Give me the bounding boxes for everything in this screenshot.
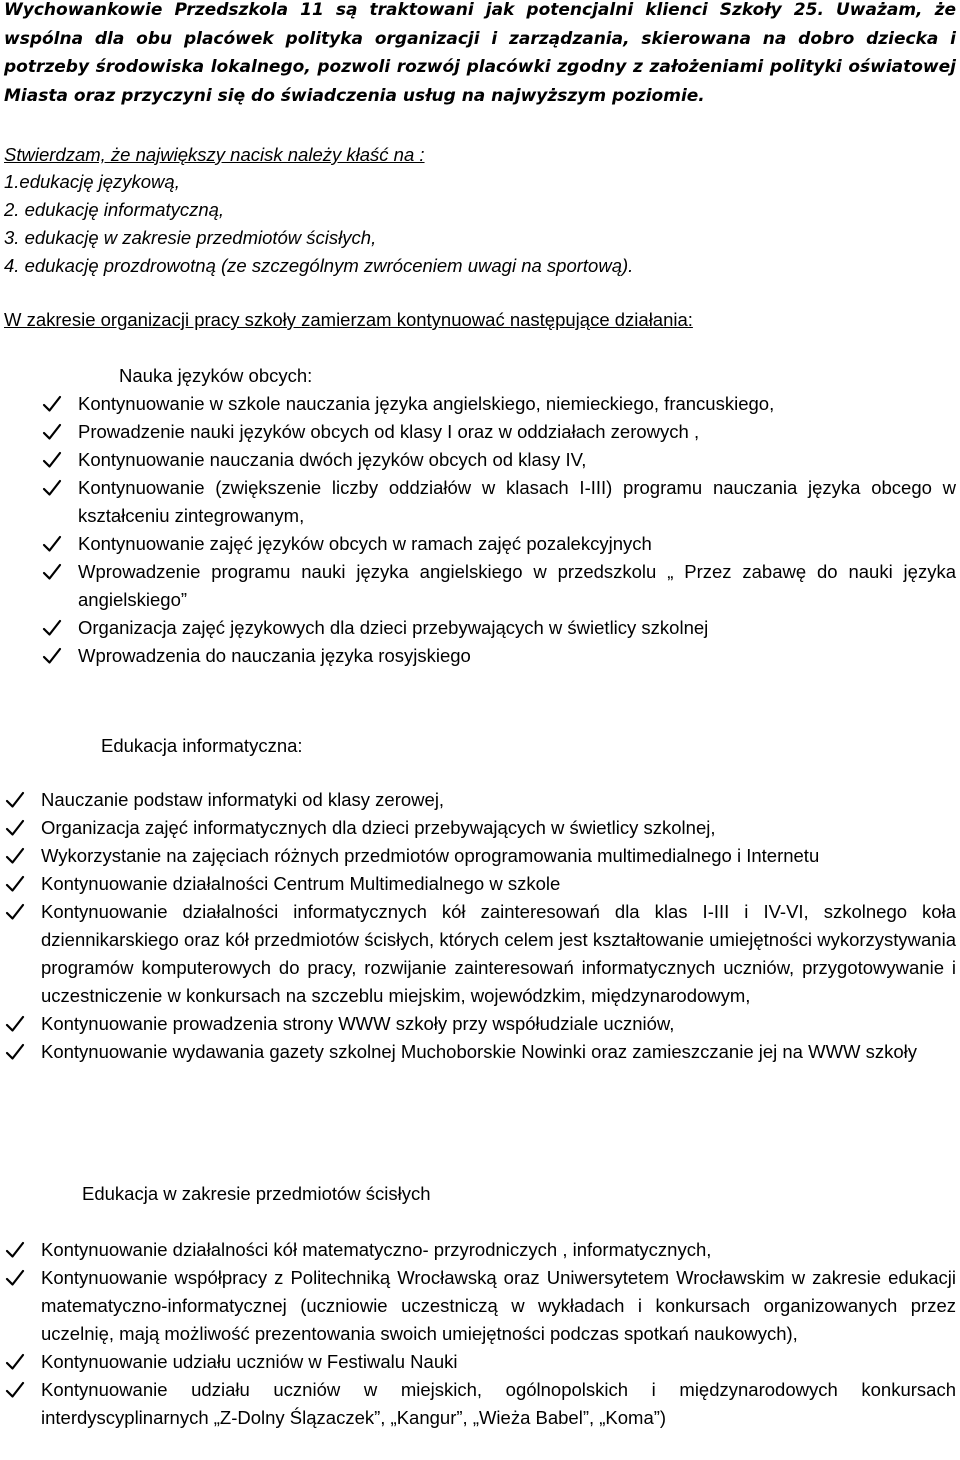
checkmark-icon bbox=[5, 790, 25, 810]
priorities-list bbox=[4, 168, 633, 280]
languages-title: Nauka języków obcych: bbox=[119, 365, 313, 386]
list-item: Wprowadzenie programu nauki języka angielskiego w przedszkolu „ Przez zabawę do nauki języka angielskiego” bbox=[78, 558, 956, 614]
intro-text: Wychowankowie Przedszkola 11 są traktowani jak potencjalni klienci Szkoły 25. Uważam, że wspólna dla obu placówek polityka organizacji i zarządzania, skierowana na dobro dziecka i potrzeby środowiska lokalnego, pozwoli rozwój placówki zgodny z założeniami polityki oświatowej Miasta oraz przyczyni się do świadczenia usług na najwyższym poziomie. bbox=[4, 0, 956, 106]
it-list bbox=[41, 786, 956, 1066]
list-item: Kontynuowanie udziału uczniów w miejskich, ogólnopolskich i międzynarodowych konkursach interdyscyplinarnych „Z-Dolny Ślązaczek”, „Kangur”, „Wieża Babel”, „Koma”) bbox=[41, 1376, 956, 1432]
sciences-title: Edukacja w zakresie przedmiotów ścisłych bbox=[82, 1183, 431, 1204]
checkmark-icon bbox=[42, 646, 62, 666]
list-item: Organizacja zajęć językowych dla dzieci przebywających w świetlicy szkolnej bbox=[78, 614, 956, 642]
checkmark-icon bbox=[42, 422, 62, 442]
checkmark-icon bbox=[5, 1352, 25, 1372]
list-item: Kontynuowanie działalności Centrum Multimedialnego w szkole bbox=[41, 870, 956, 898]
list-item: Kontynuowanie działalności informatycznych kół zainteresowań dla klas I-III i IV-VI, szkolnego koła dziennikarskiego oraz kół przedmiotów ścisłych, których celem jest kształtowanie umiejętności wykorzystywania programów komputerowych do pracy, rozwijanie zainteresowań informatycznych uczniów, przygotowywanie i uczestniczenie w konkursach na szczeblu miejskim, wojewódzkim, międzynarodowym, bbox=[41, 898, 956, 1010]
list-item: Kontynuowanie udziału uczniów w Festiwalu Nauki bbox=[41, 1348, 956, 1376]
checkmark-icon bbox=[42, 478, 62, 498]
priority-item: 2. edukację informatyczną, bbox=[4, 199, 225, 220]
checkmark-icon bbox=[5, 1240, 25, 1260]
checkmark-icon bbox=[42, 562, 62, 582]
priorities-heading: Stwierdzam, że największy nacisk należy kłaść na : bbox=[4, 144, 425, 165]
checkmark-icon bbox=[42, 394, 62, 414]
it-title: Edukacja informatyczna: bbox=[101, 735, 303, 756]
list-item: Wprowadzenia do nauczania języka rosyjskiego bbox=[78, 642, 956, 670]
checkmark-icon bbox=[5, 1042, 25, 1062]
checkmark-icon bbox=[5, 1380, 25, 1400]
sciences-list bbox=[41, 1236, 956, 1432]
intro-paragraph bbox=[4, 0, 956, 110]
checkmark-icon bbox=[5, 874, 25, 894]
list-item: Kontynuowanie wydawania gazety szkolnej Muchoborskie Nowinki oraz zamieszczanie jej na WWW szkoły bbox=[41, 1038, 956, 1066]
checkmark-icon bbox=[5, 846, 25, 866]
list-item: Wykorzystanie na zajęciach różnych przedmiotów oprogramowania multimedialnego i Internetu bbox=[41, 842, 956, 870]
list-item: Kontynuowanie prowadzenia strony WWW szkoły przy współudziale uczniów, bbox=[41, 1010, 956, 1038]
checkmark-icon bbox=[5, 1268, 25, 1288]
priority-item: 1.edukację językową, bbox=[4, 171, 180, 192]
checkmark-icon bbox=[5, 902, 25, 922]
list-item: Kontynuowanie w szkole nauczania języka angielskiego, niemieckiego, francuskiego, bbox=[78, 390, 956, 418]
list-item: Nauczanie podstaw informatyki od klasy zerowej, bbox=[41, 786, 956, 814]
checkmark-icon bbox=[5, 1014, 25, 1034]
list-item: Kontynuowanie (zwiększenie liczby oddziałów w klasach I-III) programu nauczania języka obcego w kształceniu zintegrowanym, bbox=[78, 474, 956, 530]
priority-item: 3. edukację w zakresie przedmiotów ścisłych, bbox=[4, 227, 377, 248]
list-item: Kontynuowanie zajęć języków obcych w ramach zajęć pozalekcyjnych bbox=[78, 530, 956, 558]
checkmark-icon bbox=[42, 450, 62, 470]
list-item: Prowadzenie nauki języków obcych od klasy I oraz w oddziałach zerowych , bbox=[78, 418, 956, 446]
organization-heading: W zakresie organizacji pracy szkoły zamierzam kontynuować następujące działania: bbox=[4, 309, 693, 330]
list-item: Organizacja zajęć informatycznych dla dzieci przebywających w świetlicy szkolnej, bbox=[41, 814, 956, 842]
list-item: Kontynuowanie nauczania dwóch języków obcych od klasy IV, bbox=[78, 446, 956, 474]
priority-item: 4. edukację prozdrowotną (ze szczególnym zwróceniem uwagi na sportową). bbox=[4, 255, 634, 276]
checkmark-icon bbox=[42, 534, 62, 554]
list-item: Kontynuowanie współpracy z Politechniką Wrocławską oraz Uniwersytetem Wrocławskim w zakresie edukacji matematyczno-informatycznej (uczniowie uczestniczą w wykładach i konkursach organizowanych przez uczelnię, mają możliwość prezentowania swoich umiejętności podczas spotkań naukowych), bbox=[41, 1264, 956, 1348]
checkmark-icon bbox=[42, 618, 62, 638]
list-item: Kontynuowanie działalności kół matematyczno- przyrodniczych , informatycznych, bbox=[41, 1236, 956, 1264]
checkmark-icon bbox=[5, 818, 25, 838]
languages-list bbox=[78, 390, 956, 670]
